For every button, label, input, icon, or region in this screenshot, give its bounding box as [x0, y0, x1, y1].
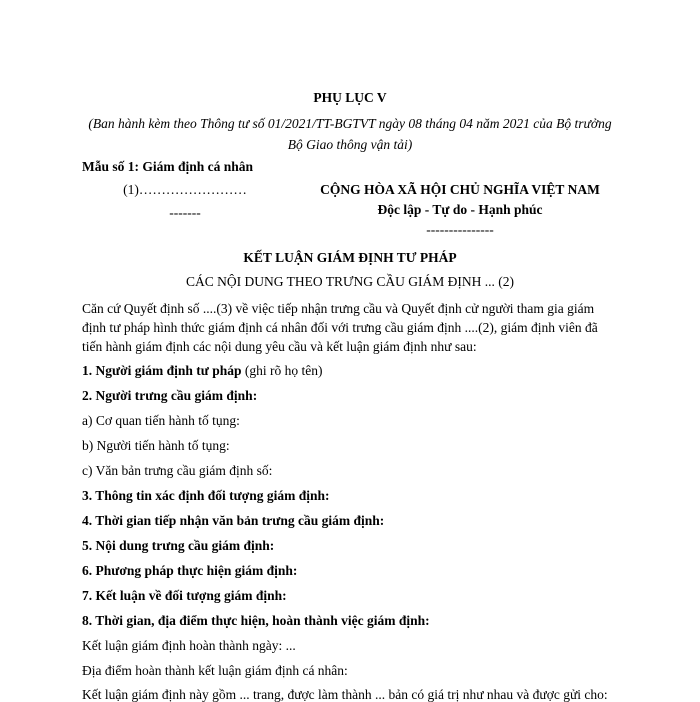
item-6: 6. Phương pháp thực hiện giám định:: [82, 563, 298, 578]
appendix-title: PHỤ LỤC V: [313, 90, 387, 105]
item-2b: b) Người tiến hành tố tụng:: [82, 438, 230, 453]
item-4: 4. Thời gian tiếp nhận văn bản trưng cầu giám định:: [82, 513, 385, 528]
form-label: Mẫu số 1: Giám định cá nhân: [82, 159, 254, 174]
issued-note-line-2: Bộ Giao thông vận tải): [287, 137, 413, 152]
document-title: KẾT LUẬN GIÁM ĐỊNH TƯ PHÁP: [243, 250, 457, 265]
agency-placeholder: (1)……………………: [123, 182, 247, 197]
item-5: 5. Nội dung trưng cầu giám định:: [82, 538, 275, 553]
issued-note-line-1: (Ban hành kèm theo Thông tư số 01/2021/TT-BGTVT ngày 08 tháng 04 năm 2021 của Bộ trưởng: [88, 116, 612, 131]
motto: Độc lập - Tự do - Hạnh phúc: [377, 202, 543, 217]
item-2a: a) Cơ quan tiến hành tố tụng:: [82, 413, 240, 428]
completed-date: Kết luận giám định hoàn thành ngày: ...: [82, 638, 296, 653]
motto-underline: ---------------: [426, 222, 494, 237]
country-name: CỘNG HÒA XÃ HỘI CHỦ NGHĨA VIỆT NAM: [320, 182, 600, 197]
pages-line: Kết luận giám định này gồm ... trang, được làm thành ... bản có giá trị như nhau và được gửi cho:: [82, 687, 608, 702]
intro-line-2: định tư pháp hình thức giám định cá nhân đối với trưng cầu giám định ....(2), giám định viên đã: [82, 320, 598, 335]
item-7: 7. Kết luận về đối tượng giám định:: [82, 588, 287, 603]
item-8: 8. Thời gian, địa điểm thực hiện, hoàn thành việc giám định:: [82, 613, 430, 628]
item-1-label: 1. Người giám định tư pháp: [82, 363, 242, 378]
item-1: [82, 364, 322, 378]
agency-underline: -------: [169, 205, 201, 220]
item-1-note: (ghi rõ họ tên): [241, 363, 323, 378]
item-3: 3. Thông tin xác định đối tượng giám định:: [82, 488, 330, 503]
completed-place: Địa điểm hoàn thành kết luận giám định cá nhân:: [82, 663, 348, 678]
document-subtitle: CÁC NỘI DUNG THEO TRƯNG CẦU GIÁM ĐỊNH ... (2): [186, 274, 514, 289]
intro-line-3: tiến hành giám định các nội dung yêu cầu và kết luận giám định như sau:: [82, 339, 477, 354]
item-2c: c) Văn bản trưng cầu giám định số:: [82, 463, 273, 478]
item-2: 2. Người trưng cầu giám định:: [82, 388, 258, 403]
intro-line-1: Căn cứ Quyết định số ....(3) về việc tiếp nhận trưng cầu và Quyết định cử người tham gia giám: [82, 301, 595, 316]
